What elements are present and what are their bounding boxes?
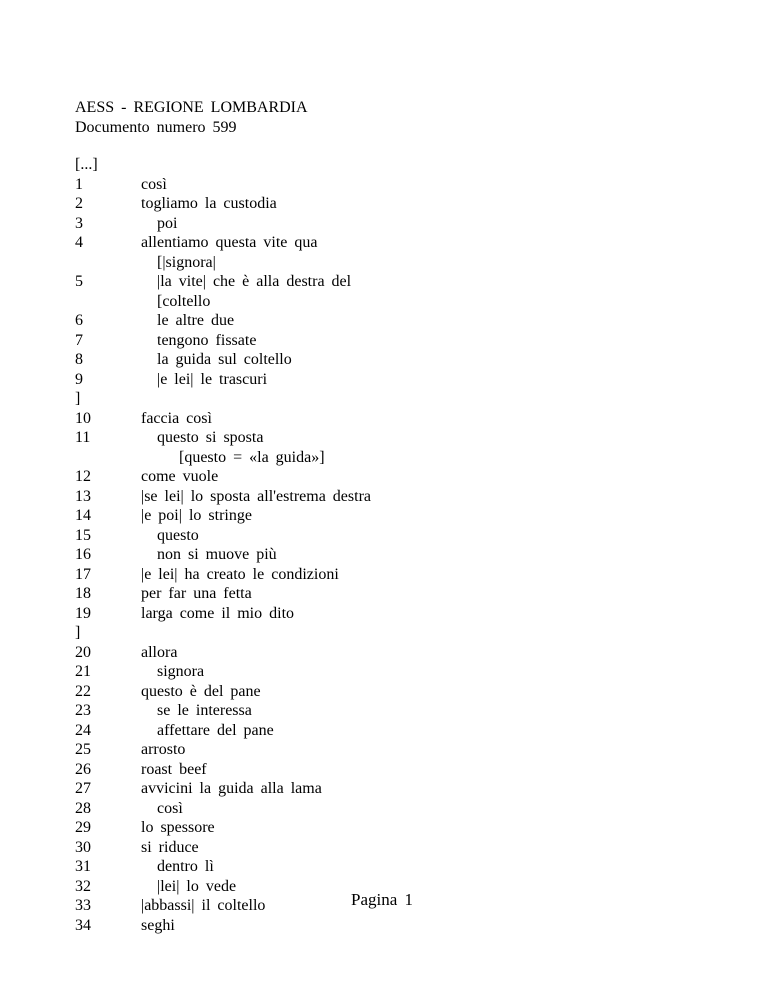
line-text: [coltello xyxy=(157,292,211,310)
line-number: 15 xyxy=(75,526,91,544)
line-number: 7 xyxy=(75,331,83,349)
line-number: 19 xyxy=(75,604,91,622)
line-number: 22 xyxy=(75,682,91,700)
line-text: |e lei| le trascuri xyxy=(157,370,268,388)
line-text: affettare del pane xyxy=(157,721,274,739)
line-text: [|signora| xyxy=(157,253,216,271)
line-text: così xyxy=(141,175,167,193)
line-text: roast beef xyxy=(141,760,207,778)
line-number: 6 xyxy=(75,312,83,329)
line-number: 1 xyxy=(75,175,83,193)
line-text: larga come il mio dito xyxy=(141,604,295,622)
line-number: 31 xyxy=(75,858,91,875)
line-text: |la vite| che è alla destra del xyxy=(157,273,352,290)
line-number: 11 xyxy=(75,429,91,446)
line-text: [questo = «la guida»] xyxy=(179,448,325,466)
line-text: |lei| lo vede xyxy=(157,877,237,895)
line-text: questo si sposta xyxy=(157,429,264,446)
line-text: dentro lì xyxy=(157,858,214,875)
line-number: 24 xyxy=(75,721,91,739)
line-number: 4 xyxy=(75,234,83,251)
line-number: 14 xyxy=(75,507,91,524)
line-text: allentiamo questa vite qua xyxy=(141,234,318,251)
line-number: 33 xyxy=(75,897,91,914)
line-number: ] xyxy=(75,390,81,407)
line-number: ] xyxy=(75,624,81,641)
line-text: lo spessore xyxy=(141,819,215,836)
line-text: come vuole xyxy=(141,468,219,485)
line-number: 28 xyxy=(75,799,91,817)
line-number: 3 xyxy=(75,214,83,232)
line-text: avvicini la guida alla lama xyxy=(141,780,322,797)
line-text: le altre due xyxy=(157,312,235,329)
line-number: 17 xyxy=(75,565,91,583)
line-number: 13 xyxy=(75,487,91,505)
line-number: 8 xyxy=(75,351,83,368)
line-number: 2 xyxy=(75,195,83,212)
document-title: AESS - REGIONE LOMBARDIA xyxy=(75,99,308,116)
line-number: 10 xyxy=(75,409,91,427)
line-text: signora xyxy=(157,663,205,680)
line-number: 27 xyxy=(75,780,91,797)
line-number: [...] xyxy=(75,156,98,173)
line-number: 20 xyxy=(75,643,91,661)
line-number: 32 xyxy=(75,877,91,895)
line-text: così xyxy=(157,799,183,817)
line-number: 21 xyxy=(75,663,91,680)
line-text: allora xyxy=(141,643,178,661)
line-text: |se lei| lo sposta all'estrema destra xyxy=(141,487,371,505)
line-number: 12 xyxy=(75,468,91,485)
line-text: questo xyxy=(157,526,199,544)
line-text: arrosto xyxy=(141,741,186,758)
line-text: |abbassi| il coltello xyxy=(141,897,266,914)
line-number: 23 xyxy=(75,702,91,719)
line-number: 34 xyxy=(75,916,91,934)
page-number: Pagina 1 xyxy=(351,890,414,909)
line-text: per far una fetta xyxy=(141,585,252,602)
line-text: la guida sul coltello xyxy=(157,351,292,368)
line-number: 30 xyxy=(75,838,91,856)
line-number: 16 xyxy=(75,546,91,563)
line-text: tengono fissate xyxy=(157,331,257,349)
line-text: se le interessa xyxy=(157,702,252,719)
line-number: 9 xyxy=(75,370,83,388)
line-number: 26 xyxy=(75,760,91,778)
line-text: togliamo la custodia xyxy=(141,195,277,212)
line-number: 29 xyxy=(75,819,91,836)
line-number: 5 xyxy=(75,273,83,290)
line-text: questo è del pane xyxy=(141,682,261,700)
line-text: faccia così xyxy=(141,409,212,427)
line-text: non si muove più xyxy=(157,546,277,563)
line-number: 18 xyxy=(75,585,91,602)
line-number: 25 xyxy=(75,741,91,758)
line-text: si riduce xyxy=(141,838,199,856)
line-text: poi xyxy=(157,214,178,232)
line-text: |e lei| ha creato le condizioni xyxy=(141,565,339,583)
line-text: |e poi| lo stringe xyxy=(141,507,252,524)
document-subtitle: Documento numero 599 xyxy=(75,118,237,136)
line-text: seghi xyxy=(141,916,175,934)
document-header xyxy=(75,98,308,137)
